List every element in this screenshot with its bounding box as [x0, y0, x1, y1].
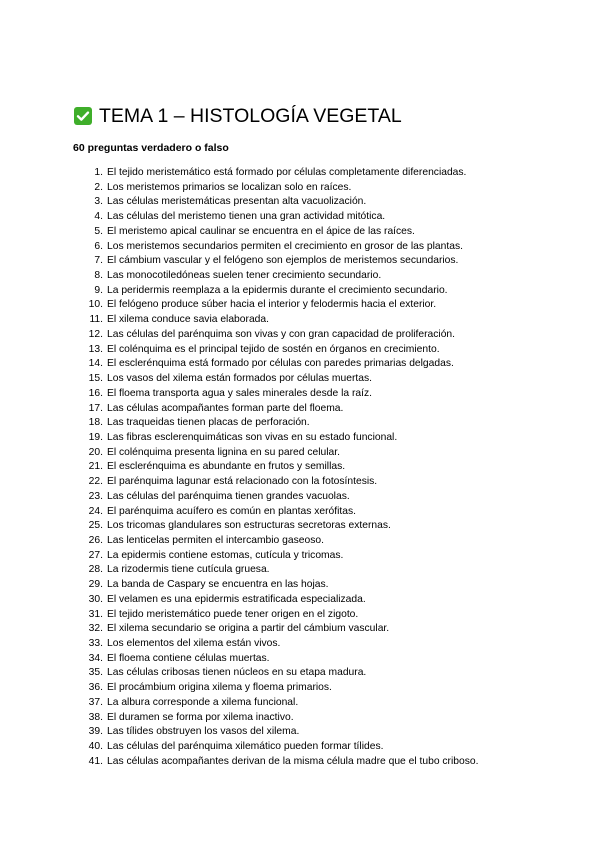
question-text: El duramen se forma por xilema inactivo.	[107, 711, 294, 723]
question-text: Las lenticelas permiten el intercambio gaseoso.	[107, 534, 324, 546]
question-number: 31.	[88, 608, 103, 620]
question-number: 6.	[94, 240, 103, 252]
question-item	[0, 387, 600, 402]
question-number: 5.	[94, 225, 103, 237]
question-number: 28.	[88, 564, 103, 576]
question-item	[0, 755, 600, 770]
question-text: El esclerénquima está formado por células con paredes primarias delgadas.	[107, 358, 454, 370]
question-item	[0, 740, 600, 755]
question-item	[0, 549, 600, 564]
page-title	[74, 104, 402, 128]
question-number: 21.	[88, 461, 103, 473]
question-text: El procámbium origina xilema y floema primarios.	[107, 682, 332, 694]
question-item	[0, 608, 600, 623]
question-number: 22.	[88, 476, 103, 488]
question-item	[0, 372, 600, 387]
question-text: El parénquima lagunar está relacionado con la fotosíntesis.	[107, 476, 378, 488]
question-item	[0, 357, 600, 372]
question-number: 36.	[88, 682, 103, 694]
question-text: El colénquima es el principal tejido de sostén en órganos en crecimiento.	[107, 343, 440, 355]
question-number: 2.	[94, 181, 103, 193]
question-text: El xilema conduce savia elaborada.	[107, 314, 269, 326]
question-text: El floema contiene células muertas.	[107, 652, 270, 664]
question-text: El felógeno produce súber hacia el interior y felodermis hacia el exterior.	[107, 299, 437, 311]
title-text: TEMA 1 – HISTOLOGÍA VEGETAL	[99, 105, 402, 127]
question-item	[0, 269, 600, 284]
question-item	[0, 460, 600, 475]
question-number: 14.	[88, 358, 103, 370]
question-number: 13.	[88, 343, 103, 355]
question-number: 18.	[88, 417, 103, 429]
question-number: 9.	[94, 284, 103, 296]
question-text: Las células del meristemo tienen una gran actividad mitótica.	[107, 211, 386, 223]
question-text: Las células meristemáticas presentan alta vacuolización.	[107, 196, 367, 208]
question-item	[0, 225, 600, 240]
question-text: El cámbium vascular y el felógeno son ejemplos de meristemos secundarios.	[107, 255, 459, 267]
question-item	[0, 416, 600, 431]
question-item	[0, 593, 600, 608]
question-item	[0, 578, 600, 593]
question-item	[0, 402, 600, 417]
question-number: 32.	[88, 623, 103, 635]
question-number: 35.	[88, 667, 103, 679]
question-item	[0, 681, 600, 696]
question-item	[0, 637, 600, 652]
question-text: Las fibras esclerenquimáticas son vivas en su estado funcional.	[107, 431, 398, 443]
question-item	[0, 534, 600, 549]
question-text: Los meristemos primarios se localizan solo en raíces.	[107, 181, 352, 193]
question-text: La rizodermis tiene cutícula gruesa.	[107, 564, 270, 576]
question-text: Las células acompañantes forman parte del floema.	[107, 402, 344, 414]
question-text: La peridermis reemplaza a la epidermis durante el crecimiento secundario.	[107, 284, 448, 296]
question-item	[0, 210, 600, 225]
question-text: Los vasos del xilema están formados por células muertas.	[107, 373, 372, 385]
question-number: 41.	[88, 755, 103, 767]
question-item	[0, 622, 600, 637]
question-text: Las células cribosas tienen núcleos en su etapa madura.	[107, 667, 367, 679]
question-number: 30.	[88, 593, 103, 605]
question-number: 37.	[88, 696, 103, 708]
check-mark-button-icon	[74, 107, 92, 125]
question-number: 3.	[94, 196, 103, 208]
question-number: 33.	[88, 638, 103, 649]
question-text: Las traqueidas tienen placas de perforación.	[107, 417, 310, 429]
question-text: Las células del parénquima tienen grandes vacuolas.	[107, 490, 350, 502]
question-number: 34.	[88, 652, 103, 664]
question-item	[0, 254, 600, 269]
question-item	[0, 666, 600, 681]
question-text: La albura corresponde a xilema funcional.	[107, 696, 299, 708]
question-text: Las células del parénquima son vivas y con gran capacidad de proliferación.	[107, 328, 456, 340]
question-item	[0, 298, 600, 313]
question-number: 23.	[88, 490, 103, 502]
question-number: 8.	[94, 270, 103, 282]
question-item	[0, 475, 600, 490]
question-item	[0, 328, 600, 343]
question-item	[0, 696, 600, 711]
question-number: 40.	[88, 741, 103, 753]
question-text: El tejido meristemático está formado por células completamente diferenciadas.	[107, 167, 467, 178]
question-text: El esclerénquima es abundante en frutos y semillas.	[107, 461, 346, 473]
question-number: 20.	[88, 446, 103, 458]
question-text: El tejido meristemático puede tener origen en el zigoto.	[107, 608, 359, 620]
question-number: 39.	[88, 726, 103, 738]
question-item	[0, 490, 600, 505]
question-item	[0, 166, 600, 181]
question-item	[0, 519, 600, 534]
question-text: El velamen es una epidermis estratificada especializada.	[107, 593, 366, 605]
question-text: Los elementos del xilema están vivos.	[107, 638, 281, 649]
question-text: Las células acompañantes derivan de la misma célula madre que el tubo criboso.	[107, 755, 479, 767]
question-number: 12.	[88, 328, 103, 340]
question-item	[0, 431, 600, 446]
question-text: El meristemo apical caulinar se encuentra en el ápice de las raíces.	[107, 225, 415, 237]
question-text: Las tílides obstruyen los vasos del xilema.	[107, 726, 300, 738]
question-number: 1.	[94, 167, 103, 178]
question-item	[0, 563, 600, 578]
question-item	[0, 284, 600, 299]
question-number: 16.	[88, 387, 103, 399]
question-text: El colénquima presenta lignina en su pared celular.	[107, 446, 340, 458]
question-number: 29.	[88, 579, 103, 591]
question-item	[0, 195, 600, 210]
subtitle: 60 preguntas verdadero o falso	[73, 142, 229, 154]
question-text: El floema transporta agua y sales minerales desde la raíz.	[107, 387, 372, 399]
question-text: Las monocotiledóneas suelen tener crecimiento secundario.	[107, 270, 382, 282]
question-text: La epidermis contiene estomas, cutícula y tricomas.	[107, 549, 344, 561]
question-text: Los meristemos secundarios permiten el crecimiento en grosor de las plantas.	[107, 240, 463, 252]
question-item	[0, 652, 600, 667]
question-number: 7.	[94, 255, 103, 267]
question-number: 4.	[94, 211, 103, 223]
question-number: 38.	[88, 711, 103, 723]
question-list	[0, 166, 600, 769]
question-text: La banda de Caspary se encuentra en las hojas.	[107, 579, 329, 591]
question-item	[0, 313, 600, 328]
question-item	[0, 446, 600, 461]
question-item	[0, 711, 600, 726]
question-text: El xilema secundario se origina a partir del cámbium vascular.	[107, 623, 390, 635]
question-item	[0, 505, 600, 520]
question-item	[0, 240, 600, 255]
question-number: 17.	[88, 402, 103, 414]
question-text: El parénquima acuífero es común en plantas xerófitas.	[107, 505, 356, 517]
question-number: 11.	[89, 314, 103, 326]
question-item	[0, 181, 600, 196]
question-number: 10.	[88, 299, 103, 311]
question-number: 24.	[88, 505, 103, 517]
question-item	[0, 343, 600, 358]
question-number: 27.	[88, 549, 103, 561]
question-number: 15.	[88, 373, 103, 385]
question-text: Los tricomas glandulares son estructuras secretoras externas.	[107, 520, 391, 532]
question-text: Las células del parénquima xilemático pueden formar tílides.	[107, 741, 384, 753]
question-item	[0, 725, 600, 740]
question-number: 19.	[88, 431, 103, 443]
question-number: 25.	[88, 520, 103, 532]
question-number: 26.	[88, 534, 103, 546]
